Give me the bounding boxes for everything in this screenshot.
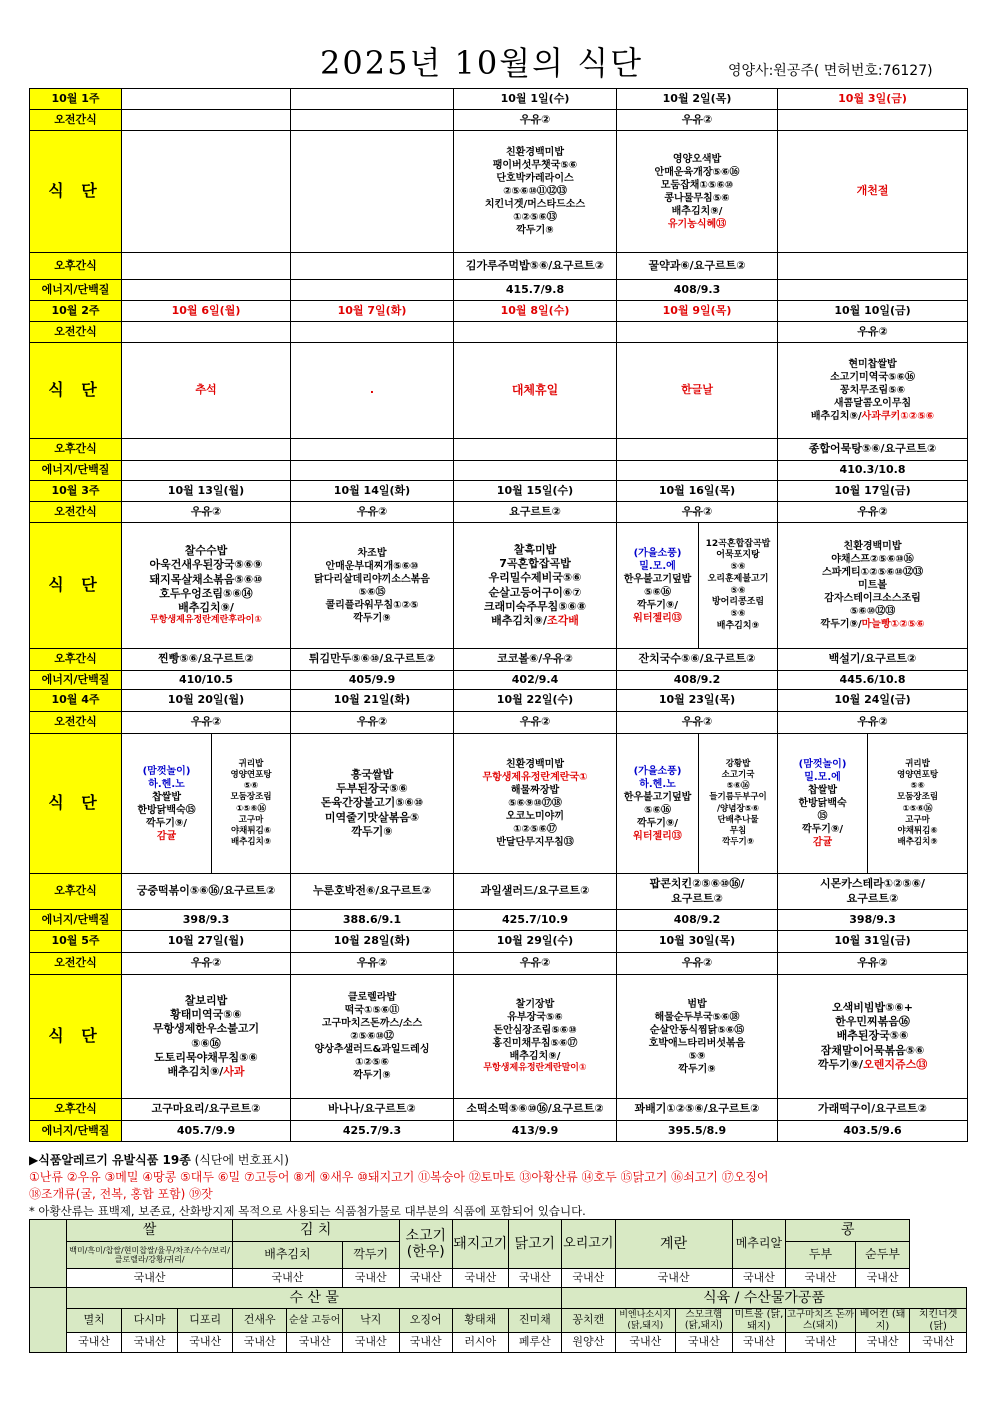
am-snack-label: 오전간식 <box>30 502 122 523</box>
energy-value: 405/9.9 <box>291 671 454 690</box>
energy-value: 408/9.2 <box>617 910 778 931</box>
origin-value: 국내산 <box>508 1269 562 1288</box>
day-header: 10월 28일(화) <box>291 931 454 953</box>
origin-processed: 식육 / 수산물가공품 <box>562 1288 967 1309</box>
week-label: 10월 1주 <box>30 89 122 110</box>
meal-cell: 영양오색밥 안매운육개장⑤⑥⑯ 모둠잡채①⑤⑥⑩ 콩나물무침⑤⑥ 배추김치⑨/ 유기농식혜⑬ <box>617 131 778 253</box>
am-snack: 우유② <box>291 502 454 523</box>
am-snack: 우유② <box>454 110 617 131</box>
energy-value: 410.3/10.8 <box>778 461 968 481</box>
pm-snack: 꿀약과⑥/요구르트② <box>617 253 778 280</box>
origin-kimchi-sub: 깍두기 <box>342 1242 399 1269</box>
day-header: 10월 2일(목) <box>617 89 778 110</box>
pm-snack: 시몬카스테라①②⑤⑥/ 요구르트② <box>778 874 968 910</box>
pm-snack: 코코볼⑥/우유② <box>454 649 617 671</box>
energy-value: 425.7/9.3 <box>291 1121 454 1142</box>
day-header: 10월 30일(목) <box>617 931 778 953</box>
am-snack: 우유② <box>617 502 778 523</box>
origin-item: 비엔나소시지 (닭,돼지) <box>615 1309 676 1333</box>
meal-cell: 범밥 해물순두부국⑤⑥⑱ 순살안동식찜닭⑤⑥⑮ 호박애느타리버섯볶음 ⑤⑨ 깍두기⑨ <box>617 975 778 1099</box>
origin-beef: 소고기 (한우) <box>399 1220 453 1269</box>
day-header: 10월 29일(수) <box>454 931 617 953</box>
pm-snack: 가래떡구이/요구르트② <box>778 1099 968 1121</box>
origin-chicken: 닭고기 <box>508 1220 562 1269</box>
origin-item: 고구마치즈 돈까스(돼지) <box>786 1308 855 1331</box>
energy-value: 410/10.5 <box>122 671 291 690</box>
day-header <box>122 89 291 110</box>
pm-snack: 과일샐러드/요구르트② <box>454 874 617 910</box>
origin-seafood: 수 산 물 <box>67 1288 562 1309</box>
energy-value: 403.5/9.6 <box>778 1121 968 1142</box>
day-header: 10월 31일(금) <box>778 931 968 953</box>
day-header: 10월 3일(금) <box>778 89 968 110</box>
origin-item: 멸치 <box>67 1309 122 1333</box>
am-snack: 우유② <box>122 712 291 734</box>
week-label: 10월 4주 <box>30 690 122 712</box>
meal-cell: 찰수수밥 아욱건새우된장국⑤⑥⑨ 돼지목살채소볶음⑤⑥⑩ 호두우엉조림⑤⑥⑭ 배추김치⑨/ 무항생제유정란계란후라이① <box>122 523 291 649</box>
pm-snack-label: 오후간식 <box>30 253 122 280</box>
origin-value: 국내산 <box>399 1333 453 1353</box>
meal-label: 식 단 <box>30 523 122 649</box>
meal-cell: 친환경백미밥 야채스프②⑤⑥⑩⑯ 스파게티①②⑤⑥⑩⑫⑬ 미트볼 감자스테이크소스조림 ⑤⑥⑩⑫⑬ 깍두기⑨/마늘빵①②⑤⑥ <box>778 523 968 649</box>
origin-item: 스모크햄 (닭,돼지) <box>676 1309 733 1333</box>
pm-snack: 소떡소떡⑤⑥⑩⑯/요구르트② <box>454 1099 617 1121</box>
energy-value: 415.7/9.8 <box>454 280 617 301</box>
origin-value: 국내산 <box>732 1269 786 1288</box>
am-snack: 우유② <box>778 953 968 975</box>
pm-snack: 튀김만두⑤⑥⑩/요구르트② <box>291 649 454 671</box>
am-snack: 우유② <box>291 712 454 734</box>
meal-cell: 클로렐라밥 떡국①⑤⑥⑪ 고구마치즈돈까스/소스 ②⑤⑥⑩⑫ 양상추샐러드&과일드레싱 ①②⑤⑥ 깍두기⑨ <box>291 975 454 1099</box>
origin-egg: 계란 <box>615 1220 732 1269</box>
origin-value: 국내산 <box>676 1333 733 1353</box>
day-header: 10월 22일(수) <box>454 690 617 712</box>
holiday-label: 대체휴일 <box>454 343 617 439</box>
holiday-label: 한글날 <box>617 343 778 439</box>
origin-item: 꽁치캔 <box>562 1309 616 1333</box>
pm-snack: 누룬호박전⑥/요구르트② <box>291 874 454 910</box>
origin-item: 순살 고등어 <box>287 1309 343 1333</box>
meal-cell: 차조밥 안매운부대찌개⑤⑥⑩ 닭다리살데리야끼소스볶음 ⑤⑥⑮ 콜리플라워무침①②⑤ 깍두기⑨ <box>291 523 454 649</box>
day-header: 10월 15일(수) <box>454 481 617 502</box>
meal-label: 식 단 <box>30 975 122 1099</box>
day-header: 10월 13일(월) <box>122 481 291 502</box>
origin-rice-sub: 백미/흑미/찹쌀/현미찹쌀/율무/차조/수수/보리/클로렐라/강황/귀리/ <box>67 1242 233 1269</box>
origin-value: 국내산 <box>786 1269 856 1288</box>
origin-value: 국내산 <box>232 1333 287 1353</box>
day-header: 10월 10일(금) <box>778 301 968 322</box>
week-label: 10월 2주 <box>30 301 122 322</box>
energy-label: 에너지/단백질 <box>30 461 122 481</box>
origin-value: 국내산 <box>910 1333 967 1353</box>
pm-snack-label: 오후간식 <box>30 439 122 461</box>
meal-cell: 친환경백미밥 무항생제유정란계란국① 해물짜장밥 ⑤⑥⑨⑩⑰⑱ 오코노미야끼 ①②⑤⑥⑰ 반달단무지무침⑬ <box>454 734 617 874</box>
am-snack: 우유② <box>122 502 291 523</box>
origin-value: 국내산 <box>232 1269 342 1288</box>
holiday-label: 개천절 <box>778 131 968 253</box>
energy-value: 398/9.3 <box>122 910 291 931</box>
pm-snack-label: 오후간식 <box>30 874 122 910</box>
am-snack: 우유② <box>617 712 778 734</box>
day-header: 10월 16일(목) <box>617 481 778 502</box>
energy-value: 445.6/10.8 <box>778 671 968 690</box>
meal-cell: 찰기장밥 유부장국⑤⑥ 돈안심장조림⑤⑥⑩ 홍진미채무침⑤⑥⑰ 배추김치⑨/ 무항생제유정란계란말이① <box>454 975 617 1099</box>
meal-label: 식 단 <box>30 343 122 439</box>
origin-value: 국내산 <box>342 1269 399 1288</box>
meal-cell: 귀리밥 영양연포탕 ⑤⑥ 모둠장조림 ①⑤⑥⑯ 고구마 야채튀김⑥ 배추김치⑨ <box>868 734 968 874</box>
day-header: 10월 7일(화) <box>291 301 454 322</box>
origin-value: 국내산 <box>855 1269 910 1288</box>
am-snack: 우유② <box>778 712 968 734</box>
day-header: 10월 14일(화) <box>291 481 454 502</box>
am-snack: 우유② <box>778 322 968 343</box>
energy-label: 에너지/단백질 <box>30 671 122 690</box>
pm-snack: 찐빵⑤⑥/요구르트② <box>122 649 291 671</box>
week-label: 10월 3주 <box>30 481 122 502</box>
origin-bean-sub: 순두부 <box>855 1242 910 1269</box>
allergy-list-cont: ⑱조개류(굴, 전복, 홍합 포함) ⑲잣 <box>29 1187 213 1202</box>
origin-item: 베어컨 (돼지) <box>855 1309 910 1333</box>
am-snack: 우유② <box>454 953 617 975</box>
day-header: 10월 17일(금) <box>778 481 968 502</box>
origin-item: 다시마 <box>121 1309 178 1333</box>
pm-snack: 잔치국수⑤⑥/요구르트② <box>617 649 778 671</box>
energy-label: 에너지/단백질 <box>30 910 122 931</box>
origin-value: 국내산 <box>615 1269 732 1288</box>
origin-item: 오징어 <box>399 1309 453 1333</box>
origin-value: 국내산 <box>287 1333 343 1353</box>
meal-cell: (가을소풍) 하.헨.노 한우불고기덮밥 ⑤⑥⑯ 깍두기⑨/ 워터젤리⑬ <box>617 734 699 874</box>
week-label: 10월 5주 <box>30 931 122 953</box>
energy-label: 에너지/단백질 <box>30 280 122 301</box>
origin-bean: 콩 <box>786 1220 910 1242</box>
allergy-legend <box>29 1152 967 1219</box>
origin-item: 진미채 <box>508 1309 562 1333</box>
am-snack: 우유② <box>454 712 617 734</box>
energy-label: 에너지/단백질 <box>30 1121 122 1142</box>
origin-value: 국내산 <box>67 1269 233 1288</box>
day-header <box>291 89 454 110</box>
am-snack-label: 오전간식 <box>30 712 122 734</box>
page-title: 2025년 10월의 식단 <box>320 44 644 82</box>
am-snack-label: 오전간식 <box>30 110 122 131</box>
origin-quail-egg: 메추리알 <box>732 1220 786 1269</box>
pm-snack: 바나나/요구르트② <box>291 1099 454 1121</box>
allergy-list: ①난류 ②우유 ③메밀 ④땅콩 ⑤대두 ⑥밀 ⑦고등어 ⑧게 ⑨새우 ⑩돼지고기 ⑪복숭아 ⑫토마토 ⑬아황산류 ⑭호두 ⑮닭고기 ⑯쇠고기 ⑰오징어 <box>29 1170 769 1185</box>
origin-value: 국내산 <box>453 1269 509 1288</box>
pm-snack: 백설기/요구르트② <box>778 649 968 671</box>
origin-value: 국내산 <box>562 1269 616 1288</box>
origin-table <box>29 1219 967 1353</box>
day-header: 10월 8일(수) <box>454 301 617 322</box>
am-snack: 우유② <box>617 110 778 131</box>
am-snack: 우유② <box>617 953 778 975</box>
am-snack: 우유② <box>291 953 454 975</box>
holiday-label: . <box>291 343 454 439</box>
meal-cell: 친환경백미밥 팽이버섯무챗국⑤⑥ 단호박카레라이스 ②⑤⑥⑩⑪⑫⑬ 치킨너겟/머스타드소스 ①②⑤⑥⑬ 깍두기⑨ <box>454 131 617 253</box>
pm-snack: 고구마요리/요구르트② <box>122 1099 291 1121</box>
allergy-heading-note: (식단에 번호표시) <box>194 1153 289 1167</box>
day-header: 10월 27일(월) <box>122 931 291 953</box>
meal-cell: (맘껏놀이) 밀.모.에 찹쌀밥 한방닭백숙 ⑮ 깍두기⑨/ 감귤 <box>778 734 868 874</box>
energy-value: 425.7/10.9 <box>454 910 617 931</box>
energy-value: 395.5/8.9 <box>617 1121 778 1142</box>
pm-snack-label: 오후간식 <box>30 649 122 671</box>
meal-cell: (가을소풍) 밀.모.에 한우불고기덮밥 ⑤⑥⑯ 깍두기⑨/ 워터젤리⑬ <box>617 523 699 649</box>
origin-value: 원양산 <box>562 1333 616 1353</box>
day-header: 10월 21일(화) <box>291 690 454 712</box>
origin-item: 디포리 <box>178 1309 233 1333</box>
meal-cell: 오색비빔밥⑤⑥+ 한우민찌볶음⑯ 배추된장국⑤⑥ 잠채말이어묵볶음⑤⑥ 깍두기⑨/오렌지쥬스⑬ <box>778 975 968 1099</box>
meal-cell: 강황밥 소고기국 ⑤⑥⑯ 들기름두부구이 /양념장⑤⑥ 단배추나물 무침 깍두기⑨ <box>699 734 778 874</box>
origin-value: 국내산 <box>178 1333 233 1353</box>
day-header: 10월 20일(월) <box>122 690 291 712</box>
energy-value: 408/9.3 <box>617 280 778 301</box>
allergy-heading: ▶식품알레르기 유발식품 19종 <box>29 1153 191 1167</box>
meal-cell: 귀리밥 영양연포탕 ⑤⑥ 모둠장조림 ①⑤⑥⑯ 고구마 야채튀김⑥ 배추김치⑨ <box>212 734 291 874</box>
origin-kimchi-sub: 배추김치 <box>232 1242 342 1269</box>
origin-item: 건새우 <box>232 1309 287 1333</box>
day-header: 10월 24일(금) <box>778 690 968 712</box>
pm-snack: 꽈배기①②⑤⑥/요구르트② <box>617 1099 778 1121</box>
meal-cell: 찰흑미밥 7곡혼합잡곡밥 우리밀수제비국⑤⑥ 순살고등어구이⑥⑦ 크래미숙주무침⑤⑥⑧ 배추김치⑨/조각배 <box>454 523 617 649</box>
meal-label: 식 단 <box>30 734 122 874</box>
energy-value: 398/9.3 <box>778 910 968 931</box>
energy-value: 388.6/9.1 <box>291 910 454 931</box>
holiday-label: 추석 <box>122 343 291 439</box>
origin-value: 국내산 <box>342 1333 399 1353</box>
origin-item: 미트볼 (닭,돼지) <box>732 1309 786 1333</box>
energy-value: 413/9.9 <box>454 1121 617 1142</box>
pm-snack: 김가루주먹밥⑤⑥/요구르트② <box>454 253 617 280</box>
origin-duck: 오리고기 <box>562 1220 616 1269</box>
pm-snack: 종합어묵탕⑤⑥/요구르트② <box>778 439 968 461</box>
am-snack: 우유② <box>122 953 291 975</box>
day-header: 10월 6일(월) <box>122 301 291 322</box>
meal-cell: 12곡혼합잡곡밥 어묵포지탕 ⑤⑥ 오리훈제불고기 ⑤⑥ 방어리콩조림 ⑤⑥ 배추김치⑨ <box>699 523 778 649</box>
origin-value: 페루산 <box>508 1333 562 1353</box>
origin-item: 낙지 <box>342 1309 399 1333</box>
origin-value: 국내산 <box>399 1269 453 1288</box>
am-snack: 우유② <box>778 502 968 523</box>
am-snack: 요구르트② <box>454 502 617 523</box>
origin-value: 러시아 <box>453 1333 509 1353</box>
meal-cell: 찰보리밥 황태미역국⑤⑥ 무항생제한우소불고기 ⑤⑥⑯ 도토리묵야채무침⑤⑥ 배추김치⑨/사과 <box>122 975 291 1099</box>
am-snack-label: 오전간식 <box>30 322 122 343</box>
day-header: 10월 1일(수) <box>454 89 617 110</box>
am-snack-label: 오전간식 <box>30 953 122 975</box>
origin-rice: 쌀 <box>67 1220 233 1242</box>
origin-value: 국내산 <box>855 1333 910 1353</box>
meal-cell: (맘껏놀이) 하.헨.노 찹쌀밥 한방닭백숙⑮ 깍두기⑨/ 감귤 <box>122 734 212 874</box>
origin-value: 국내산 <box>615 1333 676 1353</box>
origin-bean-sub: 두부 <box>786 1242 856 1269</box>
origin-pork: 돼지고기 <box>453 1220 509 1269</box>
meal-cell: 흥국쌀밥 두부된장국⑤⑥ 돈육간장불고기⑤⑥⑩ 미역줄기맛살볶음⑤ 깍두기⑨ <box>291 734 454 874</box>
origin-value: 국내산 <box>732 1333 786 1353</box>
dietitian-info: 영양사:원공주( 면허번호:76127) <box>728 63 933 79</box>
energy-value: 408/9.2 <box>617 671 778 690</box>
allergy-note: * 아황산류는 표백제, 보존료, 산화방지제 목적으로 사용되는 식품첨가물로 대부분의 식품에 포함되어 있습니다. <box>29 1204 586 1219</box>
origin-item: 황태채 <box>453 1309 509 1333</box>
origin-item: 치킨너겟 (닭) <box>910 1309 967 1333</box>
day-header: 10월 9일(목) <box>617 301 778 322</box>
origin-kimchi: 김 치 <box>232 1220 399 1242</box>
pm-snack: 궁중떡볶이⑤⑥⑯/요구르트② <box>122 874 291 910</box>
energy-value: 402/9.4 <box>454 671 617 690</box>
menu-table <box>29 88 968 1142</box>
energy-value: 405.7/9.9 <box>122 1121 291 1142</box>
meal-label: 식 단 <box>30 131 122 253</box>
origin-value: 국내산 <box>67 1333 122 1353</box>
origin-value: 국내산 <box>786 1333 856 1353</box>
meal-cell: 현미찹쌀밥 소고기미역국⑤⑥⑯ 꽁치무조림⑤⑥ 새콤달콤오이무침 배추김치⑨/사과쿠키①②⑤⑥ <box>778 343 968 439</box>
origin-value: 국내산 <box>121 1333 178 1353</box>
day-header: 10월 23일(목) <box>617 690 778 712</box>
pm-snack-label: 오후간식 <box>30 1099 122 1121</box>
pm-snack: 팝콘치킨②⑤⑥⑩⑯/ 요구르트② <box>617 874 778 910</box>
